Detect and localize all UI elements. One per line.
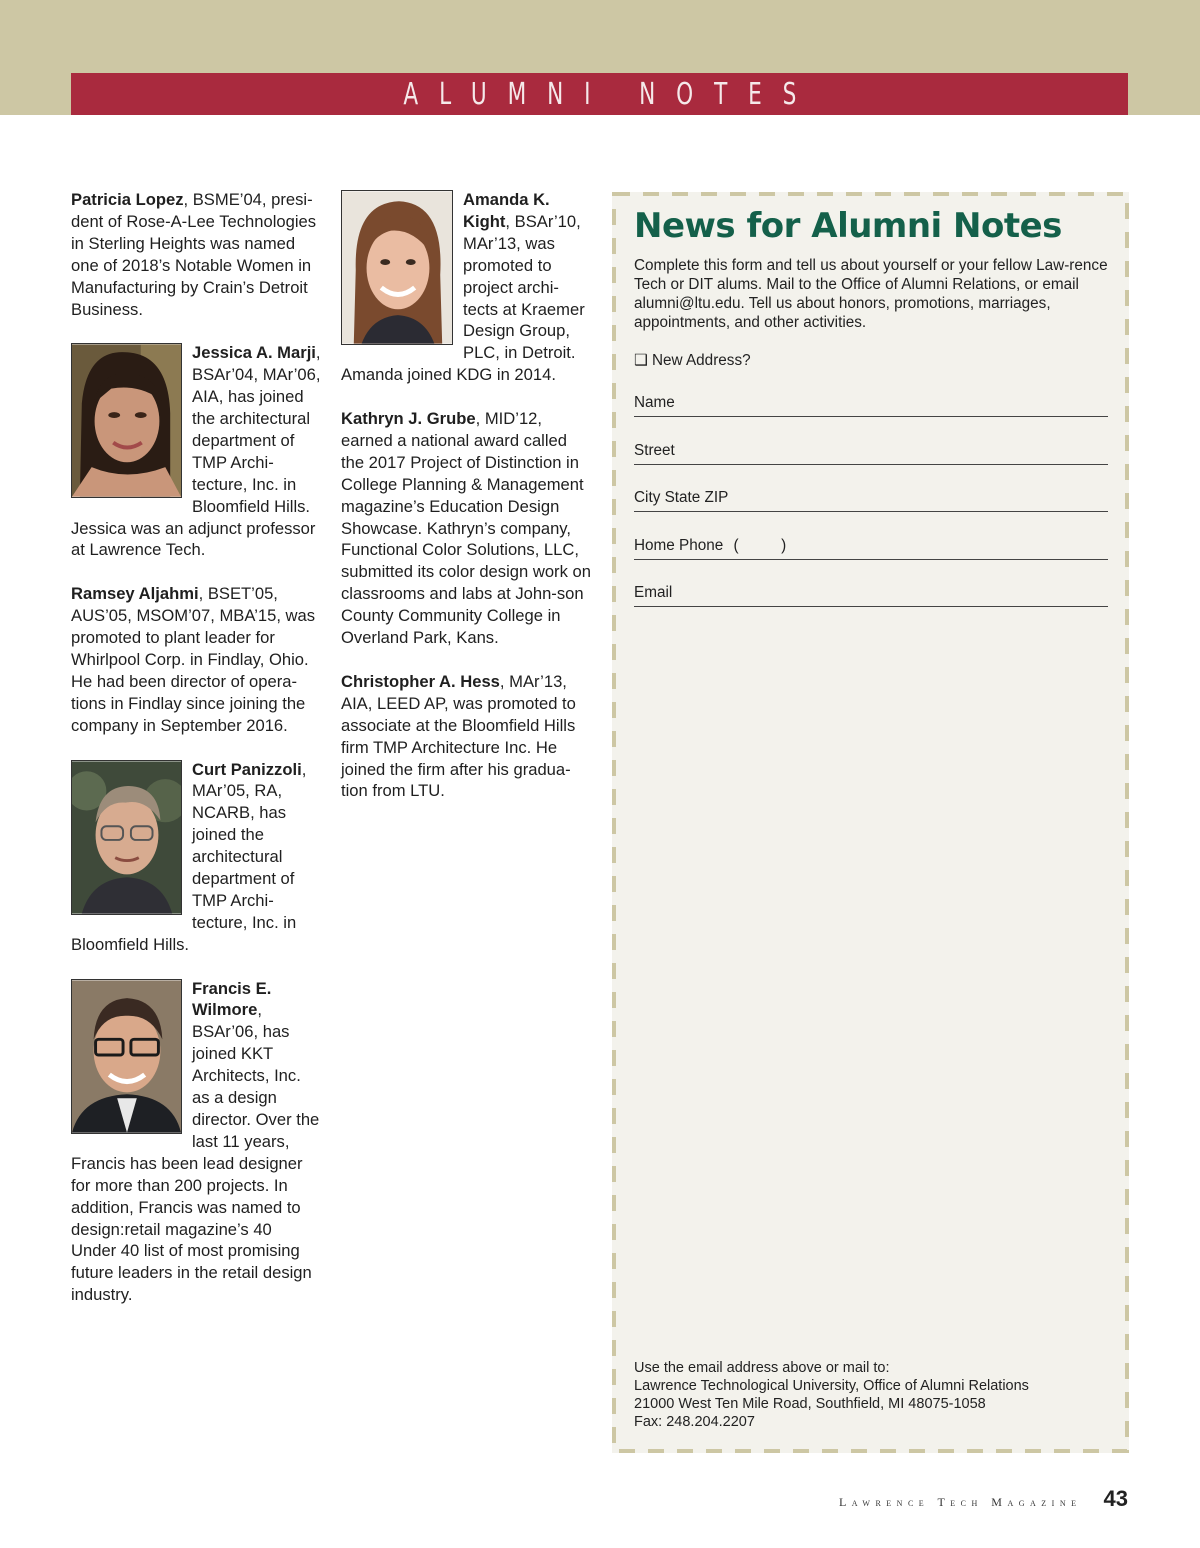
mailing-info [634, 1359, 1029, 1431]
portrait-image [342, 191, 452, 344]
page-footer [839, 1486, 1128, 1512]
alumni-note-text: , BSME’04, presi-dent of Rose-A-Lee Technologies in Sterling Heights was named one of 2018’s Notable Women in Manufacturing by Crain’s Detroit Business. [71, 190, 317, 319]
new-address-checkbox[interactable]: ❑ New Address? [634, 352, 751, 369]
alumni-photo-curt [71, 760, 182, 915]
alumni-note [341, 671, 591, 802]
name-label: Name [634, 394, 675, 411]
portrait-image [72, 344, 181, 497]
section-title: ALUMNI NOTES [403, 76, 817, 112]
alumni-note-text: , BSAr’10, MAr’13, was promoted to project archi-tects at Kraemer Design Group, PLC, in Detroit. Amanda joined KDG in 2014. [341, 211, 585, 385]
notes-column-1 [71, 189, 321, 1328]
area-code-parens: ( ) [733, 537, 787, 554]
alumni-name: Amanda K. Kight [463, 190, 550, 231]
mailing-info-line: Fax: 248.204.2207 [634, 1414, 755, 1430]
alumni-note [71, 189, 321, 320]
email-label: Email [634, 584, 673, 601]
home-phone-label: Home Phone [634, 537, 724, 554]
alumni-note-text: , BSAr’04, MAr’06, AIA, has joined the architectural department of TMP Archi-tecture, Inc. in Bloomfield Hills. Jessica was an adjunct professor at Lawrence Tech. [71, 343, 321, 560]
alumni-name: Curt Panizzoli [192, 759, 302, 779]
alumni-note [71, 978, 321, 1307]
alumni-name: Patricia Lopez [71, 190, 184, 209]
alumni-name: Francis E. Wilmore [192, 978, 272, 1020]
email-field[interactable] [634, 584, 1108, 607]
alumni-notes-form [612, 192, 1129, 1453]
alumni-photo-amanda [341, 190, 453, 345]
mailing-info-line: Lawrence Technological University, Office of Alumni Relations [634, 1378, 1029, 1394]
page-number: 43 [1103, 1486, 1128, 1511]
alumni-name: Jessica A. Marji [192, 343, 316, 363]
alumni-name: Ramsey Aljahmi [71, 584, 199, 604]
city-state-zip-label: City State ZIP [634, 489, 729, 506]
home-phone-field[interactable] [634, 537, 1108, 560]
alumni-note-text: , BSAr’06, has joined KKT Architects, Inc. as a design director. Over the last 11 years, Francis has been lead designer for more than 200 projects. In addition, Francis was named to design:retail magazine’s 40 Under 40 list of most promising future leaders in the retail design industry. [71, 1000, 320, 1305]
alumni-name: Christopher A. Hess [341, 671, 500, 691]
alumni-note-text: , MID’12, earned a national award called the 2017 Project of Distinction in College Planning & Management magazine’s Education Design Showcase. Kathryn’s company, Functional Color Solutions, LLC, submitted its color design work on classrooms and labs at John-son County Community College in Overland Park, Kans. [341, 409, 591, 648]
alumni-note [341, 189, 591, 386]
portrait-image [72, 761, 181, 914]
mailing-info-line: 21000 West Ten Mile Road, Southfield, MI 48075-1058 [634, 1396, 986, 1412]
street-field[interactable] [634, 442, 1108, 465]
alumni-note [71, 583, 321, 736]
street-label: Street [634, 442, 675, 459]
alumni-note-text: , MAr’13, AIA, LEED AP, was promoted to associate at the Bloomfield Hills firm TMP Architecture Inc. He joined the firm after his gradua-tion from LTU. [341, 671, 576, 801]
alumni-note [71, 759, 321, 956]
notes-column-2 [341, 189, 591, 824]
alumni-photo-jessica [71, 343, 182, 498]
portrait-image [72, 980, 181, 1133]
alumni-note-text: , BSET’05, AUS’05, MSOM’07, MBA’15, was promoted to plant leader for Whirlpool Corp. in Findlay, Ohio. He had been director of opera-tions in Findlay since joining the company in September 2016. [71, 584, 316, 735]
city-state-zip-field[interactable] [634, 489, 1108, 512]
form-intro: Complete this form and tell us about yourself or your fellow Law-rence Tech or DIT alums. Mail to the Office of Alumni Relations, or email alumni@ltu.edu. Tell us about honors, promotions, marriages, appointments, and other activities. [634, 257, 1108, 331]
mailing-info-line: Use the email address above or mail to: [634, 1360, 890, 1376]
magazine-name: Lawrence Tech Magazine [838, 1495, 1082, 1509]
alumni-note [341, 408, 591, 649]
alumni-name: Kathryn J. Grube [341, 409, 476, 429]
dashed-border [612, 192, 1129, 1453]
name-field[interactable] [634, 394, 1108, 417]
form-title: News for Alumni Notes [634, 206, 1062, 246]
section-title-bar [71, 73, 1128, 115]
alumni-note [71, 342, 321, 561]
alumni-photo-francis [71, 979, 182, 1134]
alumni-note-text: , MAr’05, RA, NCARB, has joined the architectural department of TMP Archi-tecture, Inc. in Bloomfield Hills. [71, 759, 307, 954]
